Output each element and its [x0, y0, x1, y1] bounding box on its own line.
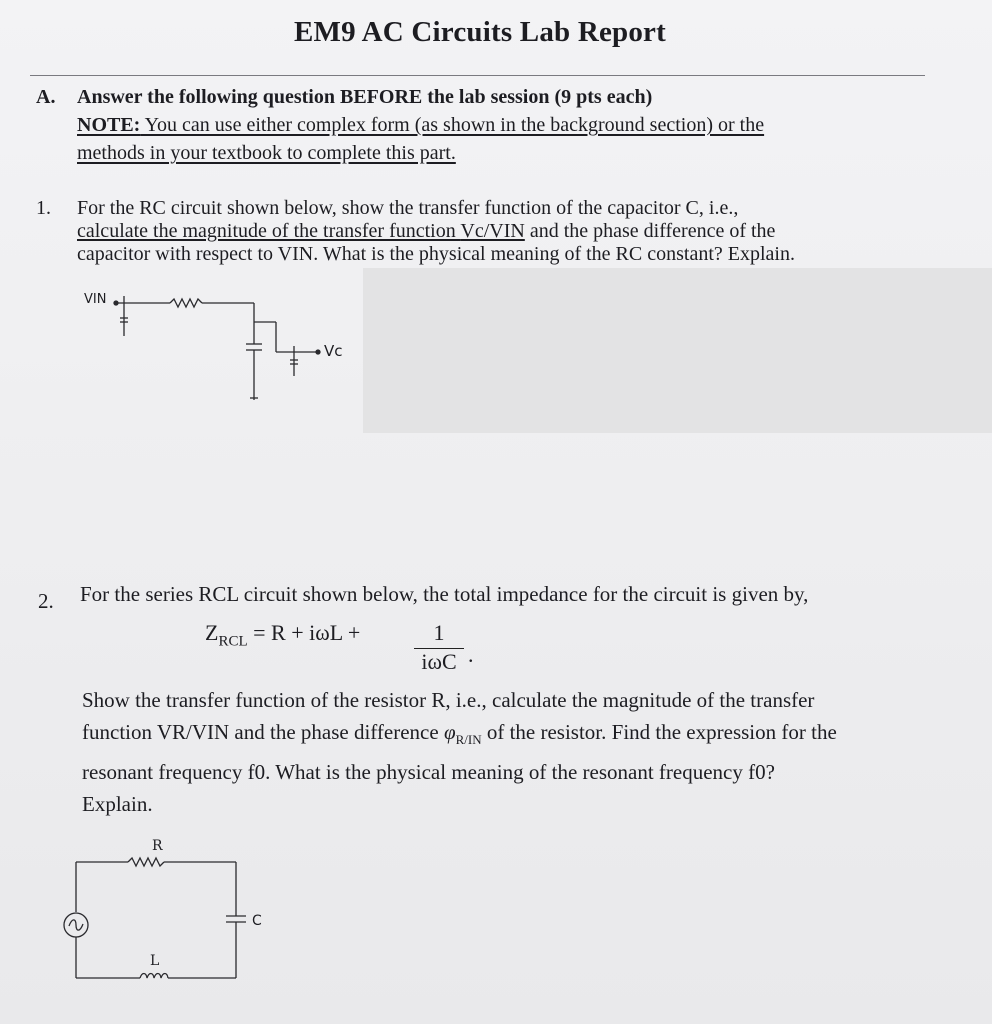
question-2-number: 2.: [38, 589, 54, 613]
section-a-label: A.: [36, 86, 56, 108]
formula-rhs: = R + iωL +: [253, 620, 361, 645]
formula-lhs: Z: [205, 620, 219, 645]
l-label: L: [150, 953, 160, 969]
formula-denominator: iωC: [421, 649, 457, 674]
note-label: NOTE:: [77, 114, 141, 136]
question-1-number: 1.: [36, 197, 51, 219]
note-line-2: methods in your textbook to complete this part.: [77, 142, 456, 164]
page-title: EM9 AC Circuits Lab Report: [294, 16, 666, 48]
redaction-box: [363, 268, 992, 433]
phase-symbol: φ: [443, 720, 456, 744]
formula-lhs-sub: RCL: [218, 633, 248, 650]
phase-sub: R/IN: [455, 732, 482, 748]
question-1-line-2a: calculate the magnitude of the transfer function: [77, 220, 461, 242]
question-2-body: [82, 684, 952, 820]
question-1-text: [77, 197, 937, 266]
question-1-line-3: capacitor with respect to VIN. What is the physical meaning of the RC constant? Explain.: [77, 243, 795, 265]
formula-end: .: [468, 642, 474, 667]
note-line-1: You can use either complex form (as shown in the background section) or the: [140, 114, 765, 136]
vin-label: VIN: [84, 292, 107, 307]
section-a-note: [77, 111, 907, 167]
question-2-line-2b: of the resistor. Find the expression for the: [481, 720, 837, 744]
formula-fraction: [412, 620, 466, 675]
question-1-line-2b: and the phase difference of the: [524, 220, 776, 242]
question-2-line-1: Show the transfer function of the resistor R, i.e., calculate the magnitude of the transfer: [82, 688, 815, 712]
question-1-line-1: For the RC circuit shown below, show the transfer function of the capacitor C, i.e.,: [77, 197, 739, 219]
question-2-line-3: resonant frequency f0. What is the physical meaning of the resonant frequency f0?: [82, 760, 775, 785]
question-2-line-4: Explain.: [82, 792, 153, 817]
r-label: R: [152, 838, 163, 854]
question-1-ratio: Vc/VIN: [460, 220, 525, 242]
question-2-line-2a: function VR/VIN and the phase difference: [82, 720, 444, 744]
c-label: C: [252, 913, 262, 929]
formula-numerator: 1: [433, 620, 445, 645]
impedance-formula: [205, 620, 360, 650]
vc-label: Vc: [324, 342, 343, 360]
section-divider: [30, 75, 925, 76]
question-2-intro: For the series RCL circuit shown below, the total impedance for the circuit is given by,: [80, 582, 809, 606]
section-a-heading: Answer the following question BEFORE the lab session (9 pts each): [77, 86, 653, 108]
